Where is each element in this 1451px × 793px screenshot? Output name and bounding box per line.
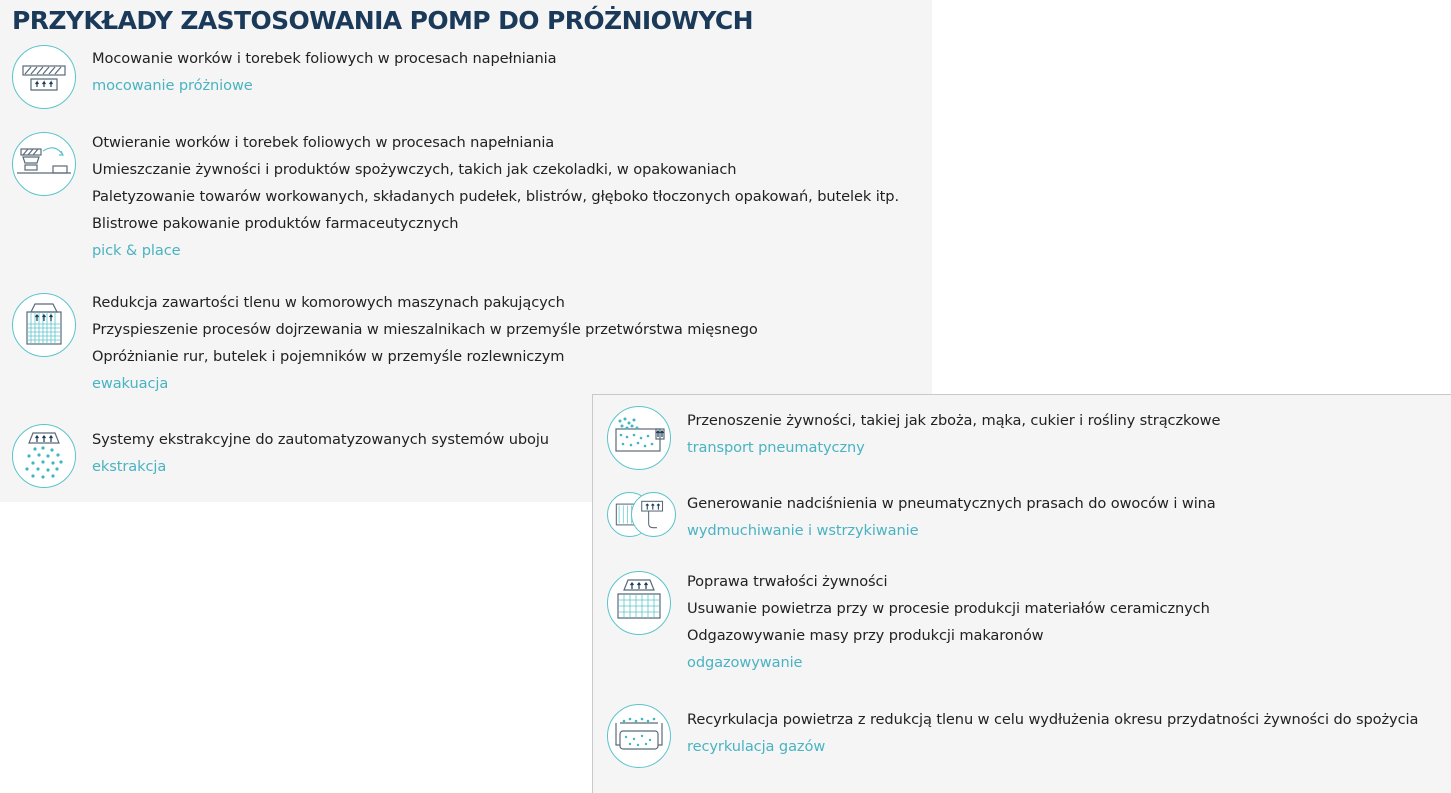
item-description: Paletyzowanie towarów workowanych, składanych pudełek, blistrów, głęboko tłoczonych opakowań, butelek itp. bbox=[92, 188, 900, 205]
item-description: Blistrowe pakowanie produktów farmaceutycznych bbox=[92, 215, 459, 232]
item-description: Systemy ekstrakcyjne do zautomatyzowanych systemów uboju bbox=[92, 431, 549, 448]
item-description: Umieszczanie żywności i produktów spożywczych, takich jak czekoladki, w opakowaniach bbox=[92, 161, 737, 178]
link-mocowanie-prozniowe[interactable]: mocowanie próżniowe bbox=[92, 77, 253, 94]
applications-panel-right bbox=[592, 394, 1451, 793]
vacuum-mounting-icon bbox=[12, 45, 76, 109]
link-wydmuchiwanie-i-wstrzykiwanie[interactable]: wydmuchiwanie i wstrzykiwanie bbox=[687, 522, 919, 539]
item-description: Redukcja zawartości tlenu w komorowych maszynach pakujących bbox=[92, 294, 565, 311]
link-ekstrakcja[interactable]: ekstrakcja bbox=[92, 458, 167, 475]
item-description: Przyspieszenie procesów dojrzewania w mieszalnikach w przemyśle przetwórstwa mięsnego bbox=[92, 321, 758, 338]
item-description: Recyrkulacja powietrza z redukcją tlenu w celu wydłużenia okresu przydatności żywności do spożycia bbox=[687, 711, 1419, 728]
degassing-icon bbox=[607, 571, 671, 635]
pneumatic-transport-icon bbox=[607, 406, 671, 470]
item-description: Generowanie nadciśnienia w pneumatycznych prasach do owoców i wina bbox=[687, 495, 1216, 512]
link-recyrkulacja-gazow[interactable]: recyrkulacja gazów bbox=[687, 738, 826, 755]
evacuation-icon bbox=[12, 293, 76, 357]
page-title: PRZYKŁADY ZASTOSOWANIA POMP DO PRÓŻNIOWYCH bbox=[12, 6, 753, 35]
gas-recirculation-icon bbox=[607, 704, 671, 768]
extraction-icon bbox=[12, 424, 76, 488]
pick-and-place-icon bbox=[12, 132, 76, 196]
item-description: Odgazowywanie masy przy produkcji makaronów bbox=[687, 627, 1044, 644]
item-description: Poprawa trwałości żywności bbox=[687, 573, 888, 590]
item-description: Otwieranie worków i torebek foliowych w procesach napełniania bbox=[92, 134, 555, 151]
link-transport-pneumatyczny[interactable]: transport pneumatyczny bbox=[687, 439, 865, 456]
item-description: Opróżnianie rur, butelek i pojemników w przemyśle rozlewniczym bbox=[92, 348, 565, 365]
link-ewakuacja[interactable]: ewakuacja bbox=[92, 375, 169, 392]
link-pick-and-place[interactable]: pick & place bbox=[92, 242, 181, 259]
item-description: Mocowanie worków i torebek foliowych w procesach napełniania bbox=[92, 50, 557, 67]
item-description: Przenoszenie żywności, takiej jak zboża, mąka, cukier i rośliny strączkowe bbox=[687, 412, 1221, 429]
link-odgazowywanie[interactable]: odgazowywanie bbox=[687, 654, 803, 671]
item-description: Usuwanie powietrza przy w procesie produkcji materiałów ceramicznych bbox=[687, 600, 1210, 617]
blow-and-inject-icon-secondary bbox=[631, 492, 676, 537]
